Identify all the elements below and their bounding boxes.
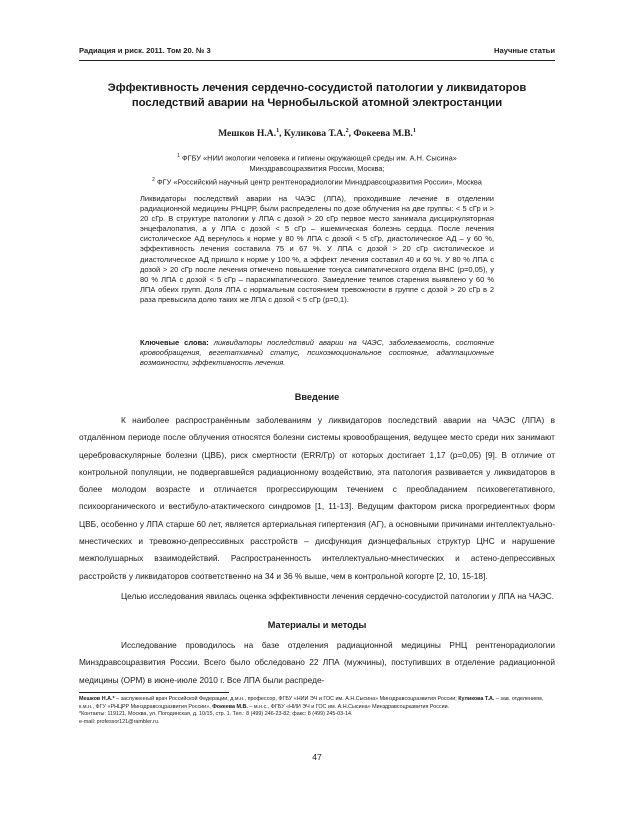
intro-paragraph-1: К наиболее распространённым заболеваниям у ликвидаторов последствий аварии на ЧАЭС (ЛПА) в отдалённом периоде после облучения относятся болезни системы кровообращения, ведущее место среди них занимают цереброваскулярные болезни (ЦВБ), риск смертности (ERR/Гр) от которых достигает 1,17 (р=0,05) [9]. В отличие от контрольной популяции, не подвергавшейся радиационному воздействию, эта патология развивается у ликвидаторов в более молодом возрасте и отличается прогрессирующим течением с преобладанием психовегетативного, психоорганического и вестибуло-атактического синдромов [1, 11-13]. Ведущим фактором риска прогредиентных форм ЦВБ, особенно у ЛПА старше 60 лет, является артериальная гипертензия (АГ), а основными причинами интеллектуально-мнестических и тревожно-депрессивных расстройств – дисфункция диэнцефальных структур ЦНС и нарушение межполушарных взаимодействий. Распространенность интеллектуально-мнестических и астено-депрессивных расстройств у ликвидаторов соответственно на 34 и 36 % выше, чем в контрольной когорте [2, 10, 15-18].: [79, 415, 555, 581]
author-affiliation-mark: 1: [412, 128, 416, 134]
author-separator: ,: [348, 128, 354, 140]
section-label: Научные статьи: [494, 46, 555, 55]
affiliation-1: [105, 151, 529, 164]
affiliation-mark: 1: [177, 153, 180, 159]
article-title: Эффективность лечения сердечно-сосудистой патологии у ликвидаторов последствий аварии на Чернобыльской атомной электростанции: [107, 82, 527, 109]
author-name: Мешков Н.А.: [218, 128, 277, 140]
header-divider: [79, 60, 555, 61]
abstract: Ликвидаторы последствий аварии на ЧАЭС (ЛПА), проходившие лечение в отделении радиационной медицины РНЦРР, были распределены по дозе облучения на две группы: < 5 сГр и > 20 сГр. В структуре патологии у ЛПА с дозой > 20 сГр первое место занимала дисциркуляторная энцефалопатия, а у ЛПА с дозой < 5 сГр – ишемическая болезнь сердца. После лечения систолическое АД вернулось к норме у 80 % ЛПА с дозой < 5 сГр, диастолическое АД – у 60 %, эффективность лечения составила 75 и 67 %. У ЛПА с дозой > 20 сГр систолическое и диастолическое АД пришло к норме у 100 %, а эффект лечения составил 40 и 60 %. У 80 % ЛПА с дозой > 20 сГр после лечения отмечено повышение тонуса симпатического отдела ВНС (р=0,05), у 80 % ЛПА с дозой < 5 сГр – парасимпатического. Замедление темпов старения выявлено у 60 % ЛПА обеих групп. Доля ЛПА с нормальным состоянием тревожности в группе с дозой > 20 сГр в 2 раза превысила долю таких же ЛПА с дозой < 5 сГр (р=0,1).: [140, 194, 494, 304]
footnote-email: e-mail: professor121@rambler.ru.: [79, 718, 160, 725]
footnote-contacts: *Контакты: 119121, Москва, ул. Погодинская, д. 10/15, стр. 1. Тел.: 8 (499) 246-23-82; факс: 8 (499) 245-03-14.: [79, 711, 353, 718]
footnote-author-info: – заслуженный врач Российской Федерации, д.м.н., профессор, ФГБУ «НИИ ЭЧ и ГОС им. А.Н.Сысина» Минздравсоцразвития России;: [114, 696, 459, 702]
footnote-author-name: Куликова Т.А.: [458, 696, 495, 702]
footnote: [79, 696, 555, 726]
author-affiliation-mark: 2: [345, 128, 349, 134]
author-name: Куликова Т.А.: [283, 128, 346, 140]
affiliation-1-line-2: Минздравсоцразвития России, Москва;: [249, 164, 385, 174]
keywords-text: ликвидаторы последствий аварии на ЧАЭС, заболеваемость, состояние кровообращения, вегетативный статус, психоэмоциональное состояние, адаптационные возможности, эффективность лечения.: [140, 338, 495, 368]
footnote-author-name: Мешков Н.А.*: [79, 696, 115, 702]
running-header: [79, 46, 555, 58]
author-separator: ,: [279, 128, 284, 140]
keywords: [140, 338, 494, 368]
footnote-divider: [79, 692, 229, 693]
footnote-author-info: – зав. отделением, к.м.н., ФГУ «РНЦРР Минздравсоцразвития России»,: [79, 696, 544, 710]
affiliation-2: [105, 175, 529, 188]
keywords-label: Ключевые слова:: [140, 338, 209, 347]
affiliations: [105, 151, 529, 188]
affiliation-mark: 2: [152, 176, 155, 183]
page-number: 47: [312, 752, 322, 762]
section-heading-methods: Материалы и методы: [267, 620, 367, 630]
intro-paragraph-2: Целью исследования явилась оценка эффективности лечения сердечно-сосудистой патологии у ЛПА на ЧАЭС.: [121, 591, 554, 601]
footnote-author-info: – м.н.с., ФГБУ «НИИ ЭЧ и ГОС им. А.Н.Сысина» Минздравсоцразвития России.: [247, 703, 450, 710]
footnote-authors: [79, 696, 555, 711]
section-heading-introduction: Введение: [294, 392, 340, 402]
affiliation-1-line-1: ФГБУ «НИИ экологии человека и гигиены окружающей среды им. А.Н. Сысина»: [182, 153, 457, 163]
author-affiliation-mark: 1: [276, 128, 280, 134]
author-list: [79, 128, 555, 139]
journal-citation: Радиация и риск. 2011. Том 20. № 3: [79, 46, 211, 55]
footnote-author-name: Фокеева М.В.: [212, 703, 248, 710]
methods-paragraph-1: Исследование проводилось на базе отделения радиационной медицины РНЦ рентгенорадиологии Минздравсоцразвития России. Всего было обследовано 22 ЛПА (мужчины), поступивших в отделение радиационной медицины (ОРМ) в июне-июле 2010 г. Все ЛПА были распреде-: [79, 640, 555, 685]
affiliation-2-line-1: ФГУ «Российский научный центр рентгенорадиологии Минздравсоцразвития России», Москва: [156, 177, 482, 187]
author-name: Фокеева М.В.: [353, 128, 413, 140]
